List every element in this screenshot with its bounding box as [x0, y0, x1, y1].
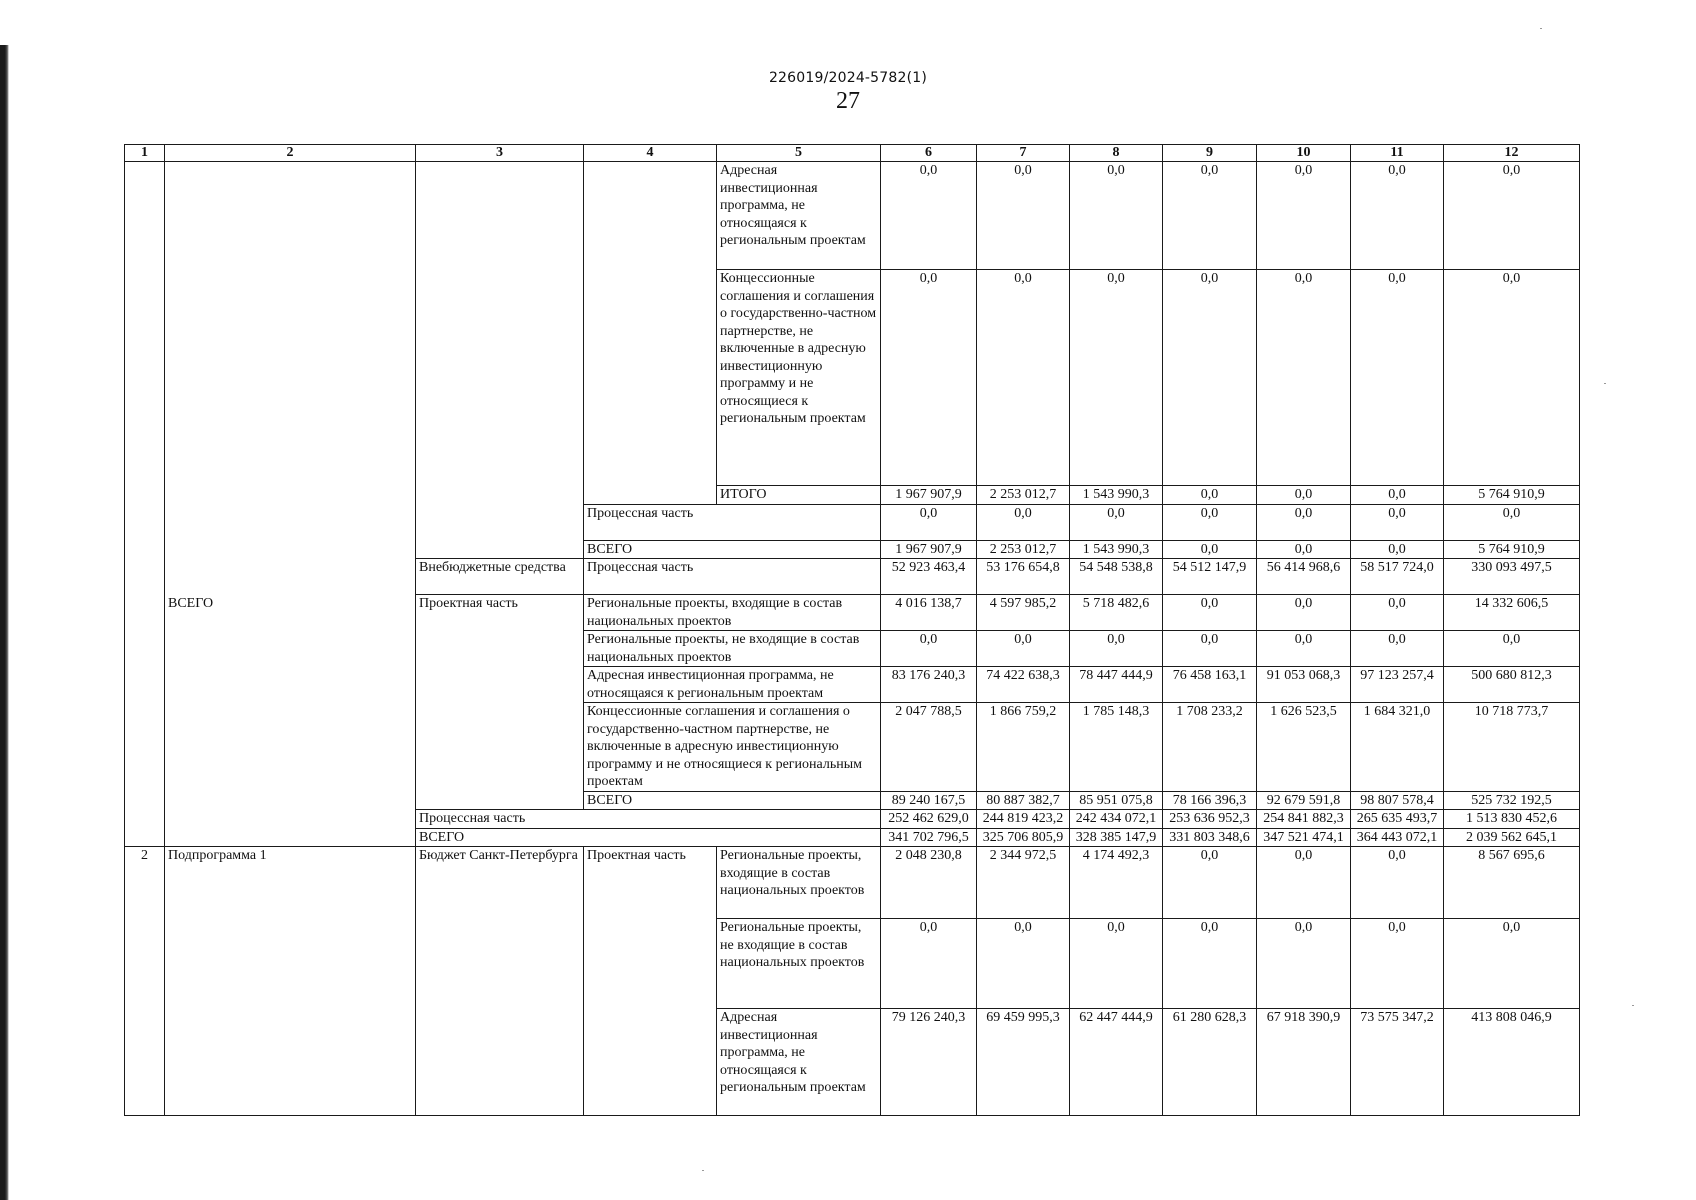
value-cell: 0,0 — [1257, 540, 1351, 559]
value-cell: 0,0 — [1163, 162, 1257, 270]
value-cell: 1 543 990,3 — [1070, 486, 1163, 505]
column-header: 4 — [584, 145, 717, 162]
scan-speck — [702, 1170, 704, 1171]
table-row — [125, 847, 1580, 919]
value-cell: 330 093 497,5 — [1444, 559, 1580, 595]
category-cell: Региональные проекты, не входящие в состав национальных проектов — [717, 919, 881, 1009]
value-cell: 0,0 — [881, 919, 977, 1009]
column-header: 3 — [416, 145, 584, 162]
value-cell: 0,0 — [977, 631, 1070, 667]
value-cell: 325 706 805,9 — [977, 828, 1070, 847]
table-row — [125, 595, 1580, 631]
column-header: 7 — [977, 145, 1070, 162]
value-cell: 0,0 — [1351, 162, 1444, 270]
value-cell: 0,0 — [1070, 270, 1163, 486]
category-cell: ВСЕГО — [584, 540, 881, 559]
value-cell: 8 567 695,6 — [1444, 847, 1580, 919]
value-cell: 0,0 — [1351, 270, 1444, 486]
value-cell: 97 123 257,4 — [1351, 667, 1444, 703]
funding-source-cell: Внебюджетные средства — [416, 559, 584, 595]
category-cell: ВСЕГО — [416, 828, 881, 847]
value-cell: 92 679 591,8 — [1257, 791, 1351, 810]
value-cell: 0,0 — [1257, 919, 1351, 1009]
funding-source-cell: Бюджет Санкт-Петербурга — [416, 847, 584, 1116]
value-cell: 0,0 — [881, 162, 977, 270]
value-cell: 0,0 — [1351, 504, 1444, 540]
value-cell: 0,0 — [1444, 162, 1580, 270]
value-cell: 0,0 — [1257, 486, 1351, 505]
value-cell: 0,0 — [1163, 919, 1257, 1009]
value-cell: 1 543 990,3 — [1070, 540, 1163, 559]
category-cell: Процессная часть — [416, 810, 881, 829]
value-cell: 2 253 012,7 — [977, 486, 1070, 505]
value-cell: 74 422 638,3 — [977, 667, 1070, 703]
value-cell: 0,0 — [881, 504, 977, 540]
value-cell: 0,0 — [1444, 919, 1580, 1009]
column-header: 11 — [1351, 145, 1444, 162]
value-cell: 0,0 — [977, 270, 1070, 486]
funding-source-cell: Проектная часть — [416, 595, 584, 810]
value-cell: 0,0 — [1070, 504, 1163, 540]
value-cell: 10 718 773,7 — [1444, 703, 1580, 792]
value-cell: 89 240 167,5 — [881, 791, 977, 810]
value-cell: 1 513 830 452,6 — [1444, 810, 1580, 829]
value-cell: 0,0 — [1351, 486, 1444, 505]
value-cell: 83 176 240,3 — [881, 667, 977, 703]
value-cell: 5 764 910,9 — [1444, 486, 1580, 505]
value-cell: 254 841 882,3 — [1257, 810, 1351, 829]
value-cell: 331 803 348,6 — [1163, 828, 1257, 847]
value-cell: 69 459 995,3 — [977, 1009, 1070, 1116]
value-cell: 413 808 046,9 — [1444, 1009, 1580, 1116]
value-cell: 4 016 138,7 — [881, 595, 977, 631]
value-cell: 0,0 — [1163, 595, 1257, 631]
scan-speck — [1604, 383, 1606, 384]
value-cell: 2 047 788,5 — [881, 703, 977, 792]
value-cell: 73 575 347,2 — [1351, 1009, 1444, 1116]
value-cell: 0,0 — [1257, 595, 1351, 631]
value-cell: 328 385 147,9 — [1070, 828, 1163, 847]
value-cell: 78 166 396,3 — [1163, 791, 1257, 810]
value-cell: 0,0 — [1351, 540, 1444, 559]
value-cell: 253 636 952,3 — [1163, 810, 1257, 829]
value-cell: 0,0 — [1257, 847, 1351, 919]
value-cell: 252 462 629,0 — [881, 810, 977, 829]
column-header: 6 — [881, 145, 977, 162]
value-cell: 500 680 812,3 — [1444, 667, 1580, 703]
part-cell — [584, 162, 717, 505]
value-cell: 0,0 — [1257, 270, 1351, 486]
value-cell: 85 951 075,8 — [1070, 791, 1163, 810]
value-cell: 265 635 493,7 — [1351, 810, 1444, 829]
value-cell: 4 174 492,3 — [1070, 847, 1163, 919]
column-header: 12 — [1444, 145, 1580, 162]
category-cell: Региональные проекты, входящие в состав национальных проектов — [584, 595, 881, 631]
value-cell: 0,0 — [1257, 162, 1351, 270]
column-header: 10 — [1257, 145, 1351, 162]
part-cell: Проектная часть — [584, 847, 717, 1116]
value-cell: 525 732 192,5 — [1444, 791, 1580, 810]
value-cell: 0,0 — [881, 631, 977, 667]
value-cell: 0,0 — [1070, 162, 1163, 270]
category-cell: ВСЕГО — [584, 791, 881, 810]
scan-speck — [1540, 28, 1542, 29]
value-cell: 0,0 — [977, 919, 1070, 1009]
value-cell: 1 967 907,9 — [881, 486, 977, 505]
scan-speck — [1632, 1005, 1634, 1006]
row-number-cell: 2 — [125, 847, 165, 1116]
document-id: 226019/2024-5782(1) — [768, 70, 928, 86]
value-cell: 0,0 — [977, 162, 1070, 270]
value-cell: 0,0 — [1257, 504, 1351, 540]
scan-edge — [0, 45, 9, 1200]
value-cell: 0,0 — [1163, 270, 1257, 486]
category-cell: Концессионные соглашения и соглашения о государственно-частном партнерстве, не включенные в адресную инвестиционную программу и не относящиеся к региональным проектам — [717, 270, 881, 486]
value-cell: 79 126 240,3 — [881, 1009, 977, 1116]
value-cell: 1 967 907,9 — [881, 540, 977, 559]
category-cell: Адресная инвестиционная программа, не относящаяся к региональным проектам — [584, 667, 881, 703]
header-row — [125, 145, 1580, 162]
value-cell: 1 626 523,5 — [1257, 703, 1351, 792]
value-cell: 0,0 — [1163, 504, 1257, 540]
program-cell — [165, 162, 416, 595]
value-cell: 0,0 — [1163, 847, 1257, 919]
value-cell: 2 344 972,5 — [977, 847, 1070, 919]
value-cell: 0,0 — [977, 504, 1070, 540]
program-cell: ВСЕГО — [165, 595, 416, 847]
value-cell: 0,0 — [1444, 504, 1580, 540]
funding-source-cell — [416, 162, 584, 559]
value-cell: 58 517 724,0 — [1351, 559, 1444, 595]
value-cell: 67 918 390,9 — [1257, 1009, 1351, 1116]
value-cell: 0,0 — [1351, 631, 1444, 667]
value-cell: 2 253 012,7 — [977, 540, 1070, 559]
program-cell: Подпрограмма 1 — [165, 847, 416, 1116]
table-row — [125, 162, 1580, 270]
value-cell: 0,0 — [881, 270, 977, 486]
value-cell: 56 414 968,6 — [1257, 559, 1351, 595]
budget-table — [124, 144, 1580, 1116]
value-cell: 52 923 463,4 — [881, 559, 977, 595]
value-cell: 364 443 072,1 — [1351, 828, 1444, 847]
value-cell: 1 684 321,0 — [1351, 703, 1444, 792]
column-header: 8 — [1070, 145, 1163, 162]
category-cell: Адресная инвестиционная программа, не относящаяся к региональным проектам — [717, 162, 881, 270]
value-cell: 2 039 562 645,1 — [1444, 828, 1580, 847]
value-cell: 0,0 — [1070, 631, 1163, 667]
value-cell: 0,0 — [1351, 595, 1444, 631]
value-cell: 341 702 796,5 — [881, 828, 977, 847]
value-cell: 0,0 — [1351, 847, 1444, 919]
value-cell: 0,0 — [1070, 919, 1163, 1009]
column-header: 1 — [125, 145, 165, 162]
category-cell: Региональные проекты, не входящие в состав национальных проектов — [584, 631, 881, 667]
value-cell: 242 434 072,1 — [1070, 810, 1163, 829]
value-cell: 0,0 — [1163, 631, 1257, 667]
value-cell: 1 708 233,2 — [1163, 703, 1257, 792]
category-cell: Адресная инвестиционная программа, не относящаяся к региональным проектам — [717, 1009, 881, 1116]
column-header: 9 — [1163, 145, 1257, 162]
value-cell: 0,0 — [1351, 919, 1444, 1009]
category-cell: Процессная часть — [584, 504, 881, 540]
value-cell: 80 887 382,7 — [977, 791, 1070, 810]
value-cell: 91 053 068,3 — [1257, 667, 1351, 703]
value-cell: 0,0 — [1444, 270, 1580, 486]
page-number: 27 — [836, 88, 860, 114]
value-cell: 0,0 — [1257, 631, 1351, 667]
value-cell: 78 447 444,9 — [1070, 667, 1163, 703]
value-cell: 53 176 654,8 — [977, 559, 1070, 595]
category-cell: Концессионные соглашения и соглашения о государственно-частном партнерстве, не включенные в адресную инвестиционную программу и не относящиеся к региональным проектам — [584, 703, 881, 792]
value-cell: 2 048 230,8 — [881, 847, 977, 919]
value-cell: 1 866 759,2 — [977, 703, 1070, 792]
value-cell: 347 521 474,1 — [1257, 828, 1351, 847]
value-cell: 54 548 538,8 — [1070, 559, 1163, 595]
value-cell: 61 280 628,3 — [1163, 1009, 1257, 1116]
row-number-cell — [125, 162, 165, 847]
value-cell: 0,0 — [1444, 631, 1580, 667]
category-cell: ИТОГО — [717, 486, 881, 505]
value-cell: 14 332 606,5 — [1444, 595, 1580, 631]
value-cell: 1 785 148,3 — [1070, 703, 1163, 792]
value-cell: 5 718 482,6 — [1070, 595, 1163, 631]
value-cell: 4 597 985,2 — [977, 595, 1070, 631]
value-cell: 98 807 578,4 — [1351, 791, 1444, 810]
value-cell: 244 819 423,2 — [977, 810, 1070, 829]
column-header: 2 — [165, 145, 416, 162]
value-cell: 0,0 — [1163, 486, 1257, 505]
value-cell: 62 447 444,9 — [1070, 1009, 1163, 1116]
category-cell: Процессная часть — [584, 559, 881, 595]
value-cell: 54 512 147,9 — [1163, 559, 1257, 595]
value-cell: 76 458 163,1 — [1163, 667, 1257, 703]
value-cell: 5 764 910,9 — [1444, 540, 1580, 559]
category-cell: Региональные проекты, входящие в состав национальных проектов — [717, 847, 881, 919]
value-cell: 0,0 — [1163, 540, 1257, 559]
column-header: 5 — [717, 145, 881, 162]
